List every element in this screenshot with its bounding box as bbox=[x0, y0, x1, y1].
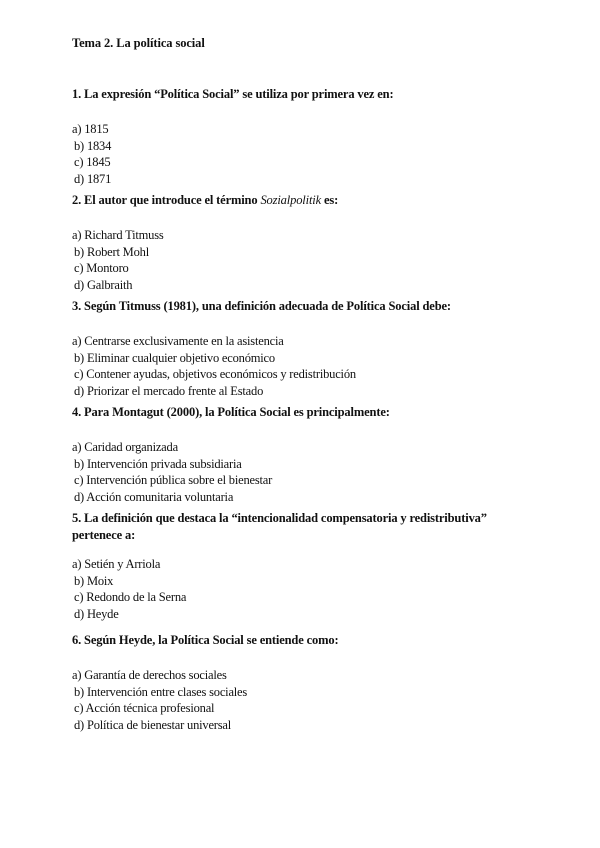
question-3-option-d: d) Priorizar el mercado frente al Estado bbox=[74, 383, 264, 398]
question-2-option-d: d) Galbraith bbox=[74, 277, 133, 292]
question-2-text-after: es: bbox=[321, 193, 339, 207]
question-3-text: 3. Según Titmuss (1981), una definición adecuada de Política Social debe: bbox=[72, 299, 451, 313]
question-6 bbox=[72, 632, 522, 733]
question-6-options bbox=[72, 667, 522, 733]
question-1-text: 1. La expresión “Política Social” se utiliza por primera vez en: bbox=[72, 87, 394, 101]
question-2-text bbox=[72, 192, 522, 209]
question-6-option-a: a) Garantía de derechos sociales bbox=[72, 668, 227, 682]
question-4-option-c: c) Intervención pública sobre el bienestar bbox=[74, 473, 273, 487]
question-2-options bbox=[72, 227, 522, 293]
question-3 bbox=[72, 298, 522, 399]
question-2 bbox=[72, 192, 522, 293]
question-5-option-b: b) Moix bbox=[74, 573, 114, 588]
question-6-option-b: b) Intervención entre clases sociales bbox=[74, 684, 248, 699]
question-4 bbox=[72, 404, 522, 505]
question-1-option-d: d) 1871 bbox=[74, 171, 112, 186]
question-4-option-b: b) Intervención privada subsidiaria bbox=[74, 456, 242, 471]
question-1 bbox=[72, 86, 522, 187]
question-6-option-c: c) Acción técnica profesional bbox=[74, 701, 215, 715]
question-2-option-c: c) Montoro bbox=[74, 261, 129, 275]
question-4-text: 4. Para Montagut (2000), la Política Social es principalmente: bbox=[72, 405, 390, 419]
question-2-option-b: b) Robert Mohl bbox=[74, 244, 149, 259]
question-5-text: 5. La definición que destaca la “intencionalidad compensatoria y redistributiva” pertenece a: bbox=[72, 511, 487, 542]
question-4-options bbox=[72, 439, 522, 505]
question-2-text-before: 2. El autor que introduce el término bbox=[72, 193, 261, 207]
page-title: Tema 2. La política social bbox=[72, 36, 205, 50]
question-5 bbox=[72, 510, 522, 622]
question-1-option-b: b) 1834 bbox=[74, 138, 112, 153]
question-5-option-a: a) Setién y Arriola bbox=[72, 557, 161, 571]
question-3-option-c: c) Contener ayudas, objetivos económicos y redistribución bbox=[74, 367, 356, 381]
question-3-option-a: a) Centrarse exclusivamente en la asistencia bbox=[72, 334, 284, 348]
question-2-text-italic: Sozialpolitik bbox=[260, 193, 321, 207]
question-6-option-d: d) Política de bienestar universal bbox=[74, 717, 232, 732]
question-4-option-a: a) Caridad organizada bbox=[72, 440, 178, 454]
question-1-options bbox=[72, 121, 522, 187]
question-5-options bbox=[72, 556, 522, 622]
question-1-option-c: c) 1845 bbox=[74, 155, 111, 169]
question-5-option-d: d) Heyde bbox=[74, 606, 119, 621]
question-3-options bbox=[72, 333, 522, 399]
question-2-option-a: a) Richard Titmuss bbox=[72, 228, 164, 242]
question-4-option-d: d) Acción comunitaria voluntaria bbox=[74, 489, 234, 504]
question-5-option-c: c) Redondo de la Serna bbox=[74, 590, 187, 604]
question-6-text: 6. Según Heyde, la Política Social se entiende como: bbox=[72, 633, 339, 647]
question-3-option-b: b) Eliminar cualquier objetivo económico bbox=[74, 350, 275, 365]
question-1-option-a: a) 1815 bbox=[72, 122, 109, 136]
